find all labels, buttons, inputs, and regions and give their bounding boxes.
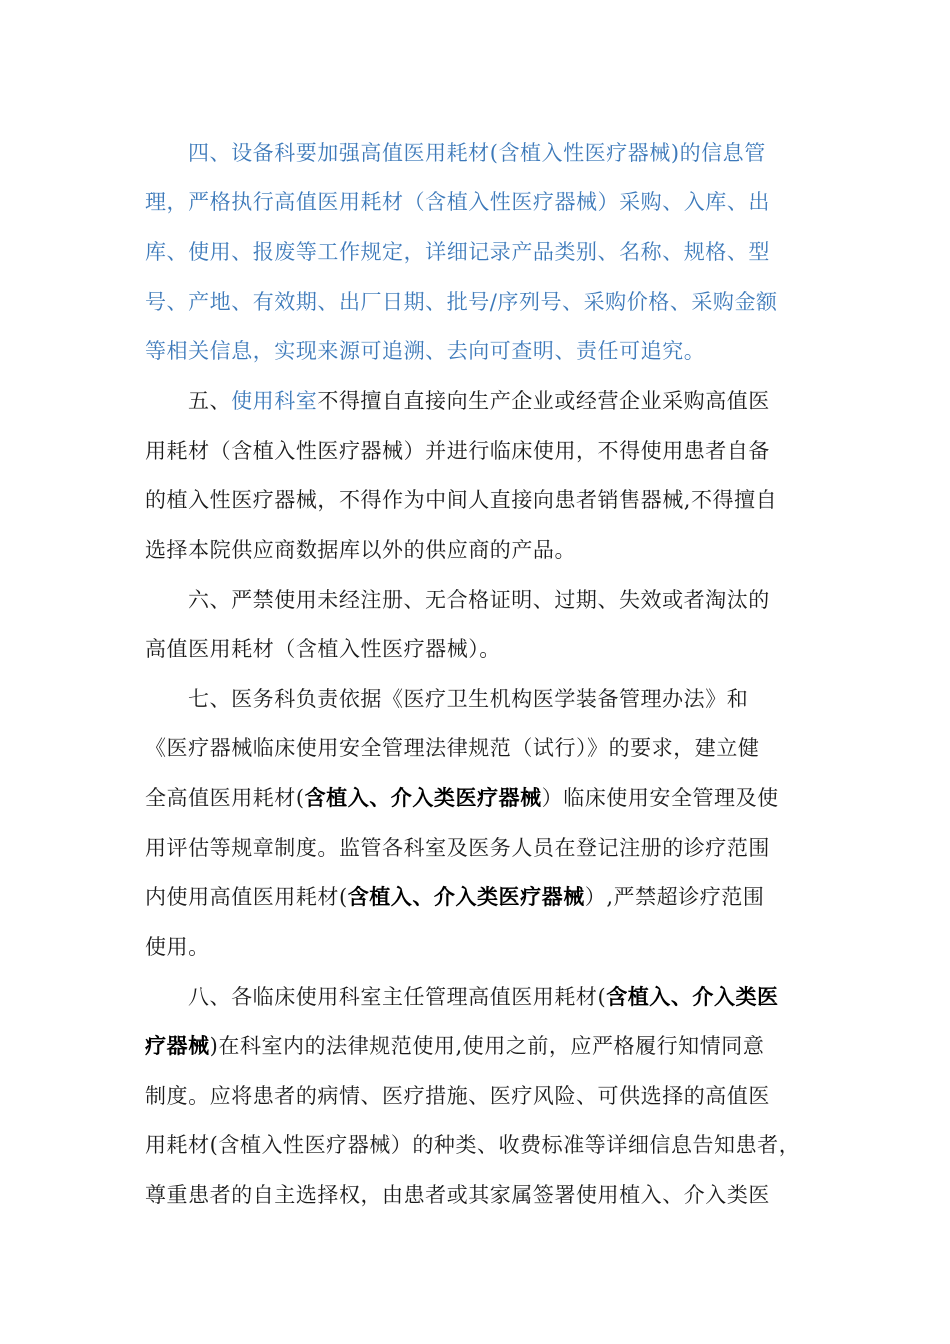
text-run: 理，严格执行高值医用耗材（含植入性医疗器械）采购、入库、出 — [145, 190, 770, 214]
para-8-line-3 — [145, 1079, 815, 1113]
para-4-line-3 — [145, 235, 815, 269]
para-8-line-2 — [145, 1029, 815, 1063]
text-run: 内使用高值医用耗材( — [145, 885, 348, 909]
text-run: 《医疗器械临床使用安全管理法律规范（试行）》的要求，建立健 — [145, 736, 760, 760]
para-5-line-2 — [145, 434, 815, 468]
para-4-line-5 — [145, 334, 815, 368]
bold-text-run: 含植入、介入类医疗器械 — [347, 884, 585, 909]
text-run: 八、各临床使用科室主任管理高值医用耗材( — [188, 985, 607, 1009]
para-7-line-5 — [145, 880, 815, 914]
highlighted-text-run: 使用科室 — [231, 389, 318, 413]
para-5-line-4 — [145, 533, 815, 567]
text-run: 尊重患者的自主选择权，由患者或其家属签署使用植入、介入类医 — [145, 1183, 770, 1207]
text-run: 六、严禁使用未经注册、无合格证明、过期、失效或者淘汰的 — [188, 588, 770, 612]
para-7-line-6 — [145, 930, 815, 964]
text-run: 四、设备科要加强高值医用耗材(含植入性医疗器械)的信息管 — [188, 141, 766, 165]
para-7-line-4 — [145, 831, 815, 865]
para-5-line-1 — [188, 384, 815, 418]
para-8-line-5 — [145, 1178, 815, 1212]
para-8-line-1 — [188, 980, 815, 1014]
bold-text-run: 含植入、介入类医 — [606, 984, 779, 1009]
text-run: ）,严禁超诊疗范围 — [584, 885, 765, 909]
text-run: )在科室内的法律规范使用,使用之前，应严格履行知情同意 — [209, 1034, 765, 1058]
para-7-line-2 — [145, 731, 815, 765]
text-run: 制度。应将患者的病情、医疗措施、医疗风险、可供选择的高值医 — [145, 1084, 770, 1108]
text-run: 号、产地、有效期、出厂日期、批号/序列号、采购价格、采购金额 — [145, 290, 778, 314]
text-run: 全高值医用耗材( — [145, 786, 305, 810]
text-run: 用耗材（含植入性医疗器械）并进行临床使用，不得使用患者自备 — [145, 439, 770, 463]
para-6-line-2 — [145, 632, 815, 666]
para-6-line-1 — [188, 583, 815, 617]
text-run: 等相关信息，实现来源可追溯、去向可查明、责任可追究。 — [145, 339, 706, 363]
para-4-line-1 — [188, 136, 815, 170]
text-run: 五、 — [188, 389, 232, 413]
text-run: ）临床使用安全管理及使 — [541, 786, 779, 810]
para-7-line-1 — [188, 682, 815, 716]
text-run: 高值医用耗材（含植入性医疗器械）。 — [145, 637, 501, 661]
text-run: 的植入性医疗器械，不得作为中间人直接向患者销售器械,不得擅自 — [145, 488, 778, 512]
para-4-line-4 — [145, 285, 815, 319]
para-4-line-2 — [145, 185, 815, 219]
bold-text-run: 含植入、介入类医疗器械 — [304, 785, 542, 810]
para-7-line-3 — [145, 781, 815, 815]
bold-text-run: 疗器械 — [145, 1033, 210, 1058]
text-run: 用耗材(含植入性医疗器械）的种类、收费标准等详细信息告知患者， — [145, 1133, 801, 1157]
text-run: 不得擅自直接向生产企业或经营企业采购高值医 — [317, 389, 770, 413]
text-run: 使用。 — [145, 935, 210, 959]
text-run: 用评估等规章制度。监管各科室及医务人员在登记注册的诊疗范围 — [145, 836, 770, 860]
text-run: 七、医务科负责依据《医疗卫生机构医学装备管理办法》和 — [188, 687, 749, 711]
para-8-line-4 — [145, 1128, 815, 1162]
text-run: 选择本院供应商数据库以外的供应商的产品。 — [145, 538, 576, 562]
text-run: 库、使用、报废等工作规定，详细记录产品类别、名称、规格、型 — [145, 240, 770, 264]
para-5-line-3 — [145, 483, 815, 517]
